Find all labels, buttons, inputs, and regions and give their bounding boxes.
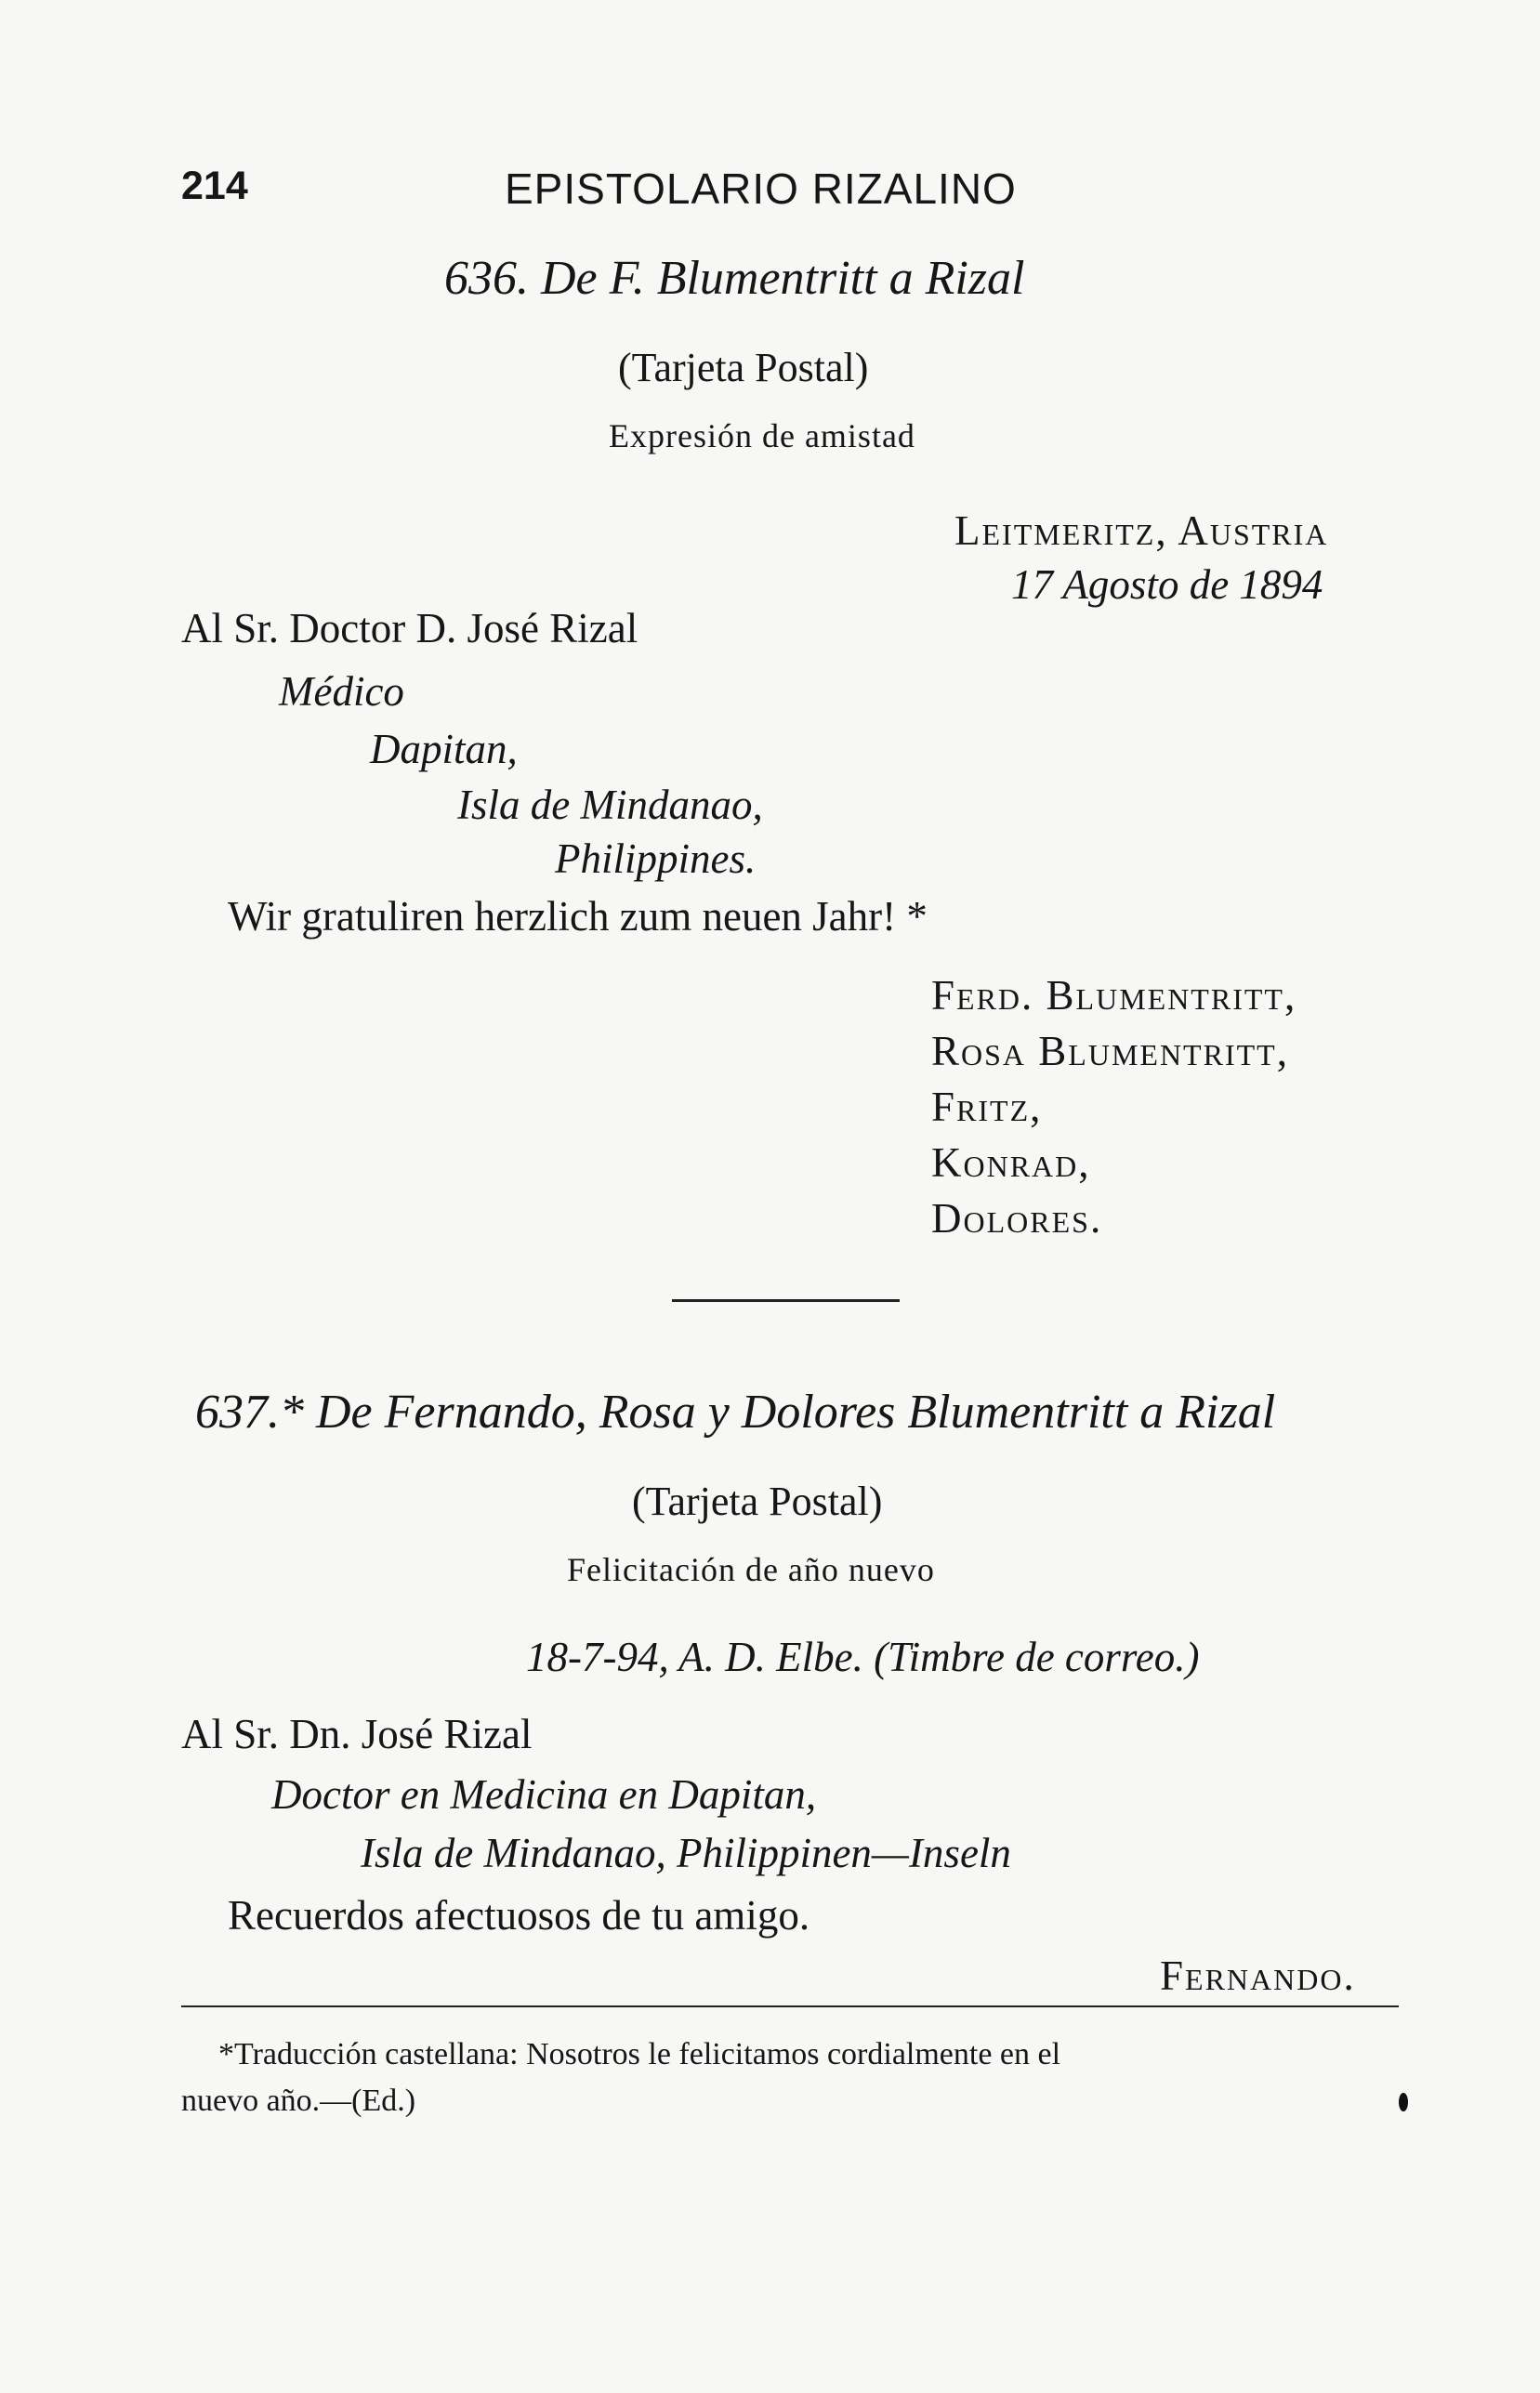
letter-636-signature: Rosa Blumentritt, (931, 1028, 1289, 1074)
letter-637-type: (Tarjeta Postal) (632, 1479, 883, 1524)
letter-637-address-line: Al Sr. Dn. José Rizal (181, 1711, 533, 1757)
letter-637-signature: Fernando. (1160, 1953, 1356, 1999)
footnote-line: nuevo año.—(Ed.) (181, 2084, 416, 2118)
ink-mark (1399, 2093, 1408, 2111)
letter-636-signature: Dolores. (931, 1195, 1103, 1242)
letter-636-heading: 636. De F. Blumentritt a Rizal (444, 252, 1025, 305)
page-number: 214 (181, 164, 248, 208)
letter-637-heading: 637.* De Fernando, Rosa y Dolores Blumentritt a Rizal (195, 1386, 1276, 1439)
letter-636-address-line: Philippines. (555, 835, 757, 882)
letter-637-address-line: Doctor en Medicina en Dapitan, (271, 1771, 817, 1818)
running-title: EPISTOLARIO RIZALINO (505, 164, 1017, 213)
footnote-line: *Traducción castellana: Nosotros le felicitamos cordialmente en el (218, 2037, 1061, 2071)
section-divider (672, 1299, 900, 1302)
letter-636-signature: Konrad, (931, 1139, 1091, 1186)
letter-636-summary: Expresión de amistad (609, 417, 915, 454)
letter-636-signature: Ferd. Blumentritt, (931, 972, 1297, 1019)
letter-636-address-line: Dapitan, (370, 726, 518, 772)
letter-637-summary: Felicitación de año nuevo (567, 1551, 935, 1588)
letter-636-body: Wir gratuliren herzlich zum neuen Jahr! * (228, 893, 928, 940)
letter-636-signature: Fritz, (931, 1084, 1043, 1130)
letter-637-body: Recuerdos afectuosos de tu amigo. (228, 1892, 810, 1939)
letter-636-address-line: Isla de Mindanao, (457, 782, 763, 828)
letter-636-place: Leitmeritz, Austria (954, 507, 1329, 554)
letter-636-address-line: Al Sr. Doctor D. José Rizal (181, 605, 638, 651)
letter-636-date: 17 Agosto de 1894 (1011, 561, 1323, 608)
letter-636-address-line: Médico (279, 668, 404, 715)
letter-637-address-line: Isla de Mindanao, Philippinen—Inseln (361, 1830, 1011, 1876)
letter-637-postmark: 18-7-94, A. D. Elbe. (Timbre de correo.) (526, 1634, 1200, 1680)
footnote-rule (181, 2005, 1399, 2007)
letter-636-type: (Tarjeta Postal) (618, 345, 869, 390)
